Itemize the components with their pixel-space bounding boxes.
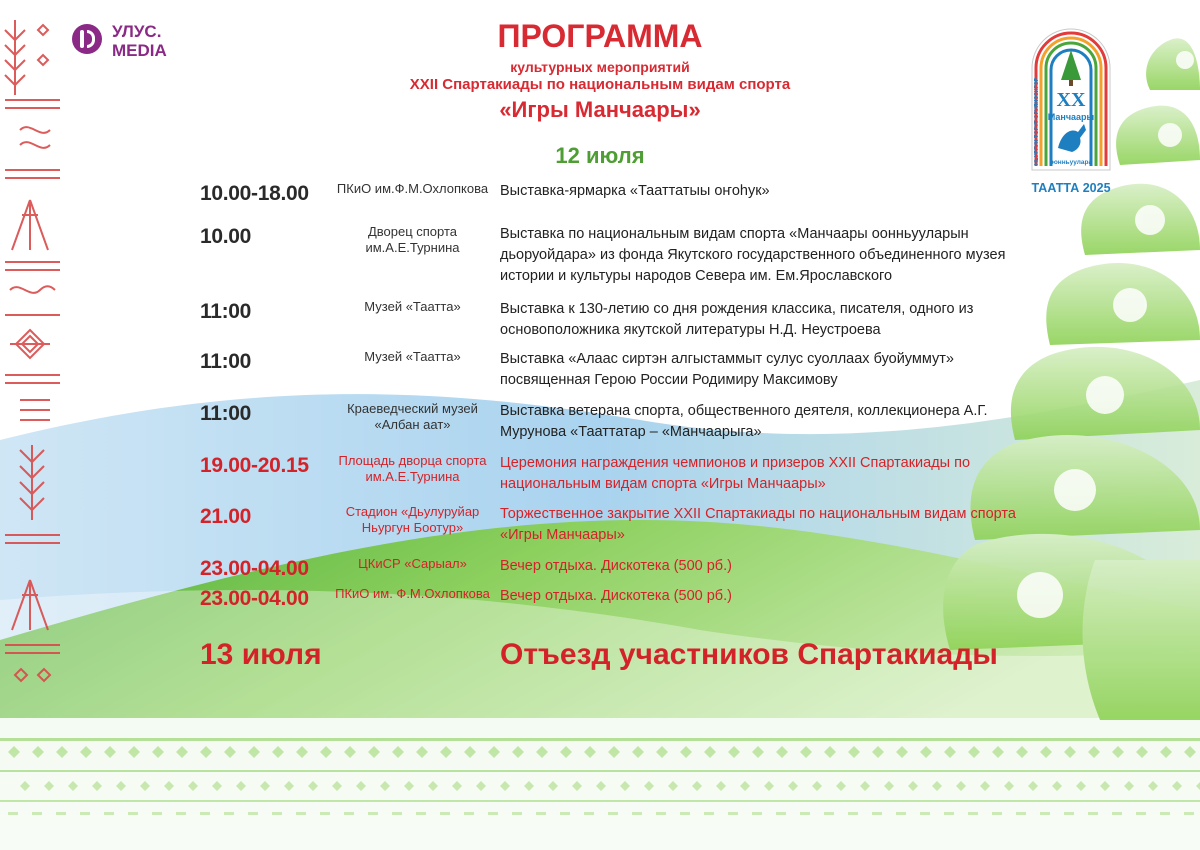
brand-line-1: УЛУС. <box>112 22 162 41</box>
emblem-arc-text: НЬУРГУН ТӨРҮТ ОРУЯНЭЗИГЭР <box>1034 77 1040 165</box>
event-time: 11:00 <box>200 300 252 323</box>
ulus-media-icon <box>72 24 102 54</box>
event-description: Вечер отдыха. Дискотека (500 рб.) <box>500 558 732 574</box>
subtitle-line-3: «Игры Манчаары» <box>499 97 701 122</box>
event-time: 19.00-20.15 <box>200 454 309 477</box>
ulus-media-logo <box>72 22 222 62</box>
left-ornament <box>0 0 70 720</box>
event-description: Выставка к 130-летию со дня рождения классика, писателя, одного из основоположника якутской литературы Н.Д. Неустроева <box>500 301 974 338</box>
event-time: 11:00 <box>200 350 252 373</box>
day-2-event: Отъезд участников Спартакиады <box>500 638 998 671</box>
games-emblem <box>1028 20 1114 195</box>
event-place: Дворец спорта им.А.Е.Турнина <box>365 224 460 255</box>
day-1-date: 12 июля <box>555 143 645 168</box>
event-description: Выставка ветерана спорта, общественного деятеля, коллекционера А.Г. Мурунова «Тааттатар – «Манчаарыга» <box>500 403 988 440</box>
event-place: Площадь дворца спорта им.А.Е.Турнина <box>338 453 487 484</box>
emblem-word: оонньуулара <box>1049 159 1093 166</box>
event-place: ПКиО им. Ф.М.Охлопкова <box>335 586 490 601</box>
event-time: 23.00-04.00 <box>200 557 309 580</box>
event-description: Вечер отдыха. Дискотека (500 рб.) <box>500 588 732 604</box>
event-description: Выставка-ярмарка «Тааттатыы оҥоһук» <box>500 183 770 199</box>
event-time: 10.00-18.00 <box>200 182 309 205</box>
page-title: ПРОГРАММА <box>497 18 703 54</box>
event-place: Стадион «Дьулуруйар Ньургун Боотур» <box>345 504 480 535</box>
emblem-name: Манчаары <box>1047 112 1095 122</box>
event-description: Церемония награждения чемпионов и призеров XXII Спартакиады по национальным видам спорта «Игры Манчаары» <box>500 455 971 492</box>
event-place: ЦКиСР «Сарыал» <box>358 556 467 571</box>
event-time: 21.00 <box>200 505 252 528</box>
subtitle-line-1: культурных мероприятий <box>510 59 690 75</box>
brand-line-2: MEDIA <box>112 41 167 60</box>
emblem-city-year: ТААТТА 2025 <box>1031 181 1111 195</box>
event-description: Выставка по национальным видам спорта «Манчаары оонньууларын дьоруойдара» из фонда Якутского государственного объединенного музея истории и культуры народов Севера им. Ем.Ярославского <box>500 226 1006 284</box>
event-time: 23.00-04.00 <box>200 587 309 610</box>
event-time: 11:00 <box>200 402 252 425</box>
emblem-roman: XX <box>1056 89 1086 111</box>
event-place: Музей «Таатта» <box>364 299 461 314</box>
event-time: 10.00 <box>200 225 252 248</box>
event-description: Торжественное закрытие XXII Спартакиады по национальным видам спорта «Игры Манчаары» <box>500 506 1016 543</box>
event-description: Выставка «Алаас сиртэн алгыстаммыт сулус суоллаах буойуммут» посвященная Герою России Родимиру Максимову <box>500 351 954 388</box>
event-place: Музей «Таатта» <box>364 349 461 364</box>
event-place: ПКиО им.Ф.М.Охлопкова <box>336 181 489 196</box>
event-place: Краеведческий музей «Албан аат» <box>347 401 478 432</box>
day-2-date: 13 июля <box>200 638 322 671</box>
subtitle-line-2: XXII Спартакиады по национальным видам спорта <box>409 76 791 93</box>
emblem-graphic <box>1028 20 1114 180</box>
